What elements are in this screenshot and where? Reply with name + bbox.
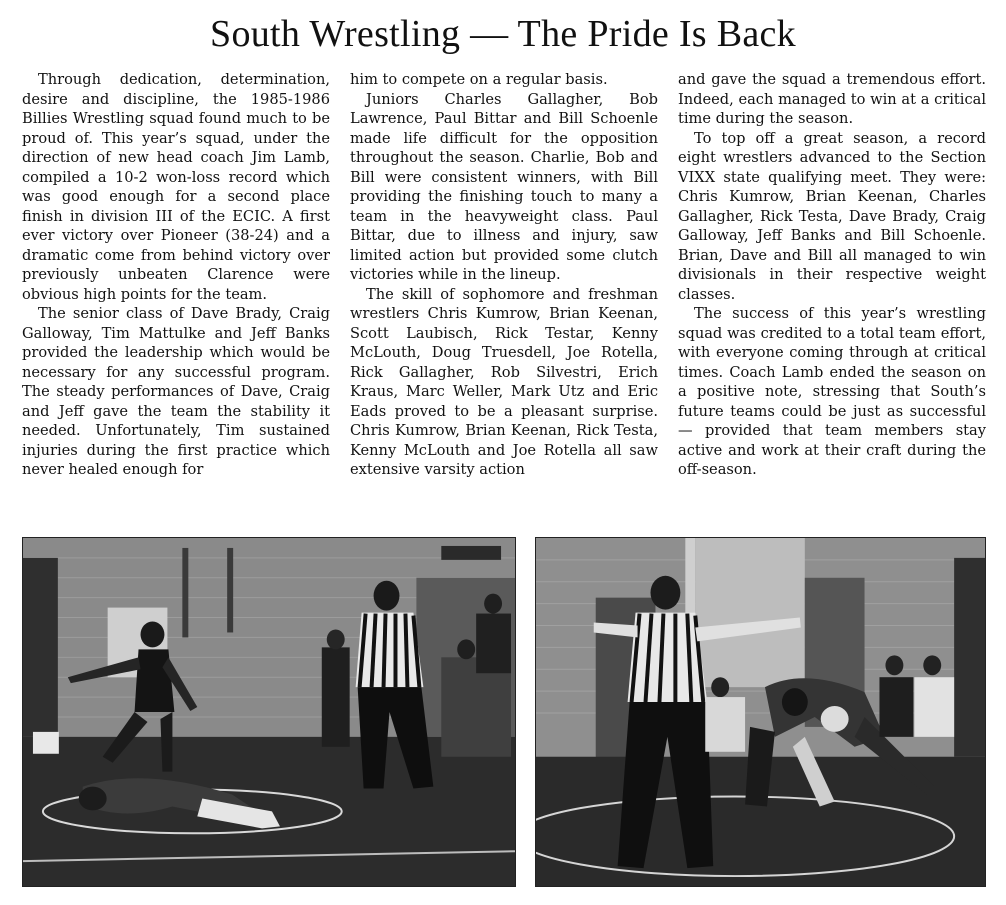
article-title: South Wrestling — The Pride Is Back <box>210 13 796 55</box>
text-column-3 <box>678 70 986 530</box>
paragraph: To top off a great season, a record eight wrestlers advanced to the Section VIXX state qualifying meet. They were: Chris Kumrow, Brian Keenan, Charles Gallagher, Rick Testa, Dave Brady, Craig Galloway, Jeff Banks and Bill Schoenle. Brian, Dave and Bill all managed to win divisionals in their respective weight classes. <box>678 129 986 303</box>
paragraph: The skill of sophomore and freshman wrestlers Chris Kumrow, Brian Keenan, Scott Laubisch, Rick Testar, Kenny McLouth, Doug Truesdell, Joe Rotella, Rick Gallagher, Rob Silvestri, Erich Kraus, Marc Weller, Mark Utz and Eric Eads proved to be a pleasant surprise. Chris Kumrow, Brian Keenan, Rick Testa, Kenny McLouth and Joe Rotella all saw extensive varsity action <box>350 285 658 478</box>
wrestling-photo-left-image <box>23 538 515 886</box>
paragraph: The senior class of Dave Brady, Craig Galloway, Tim Mattulke and Jeff Banks provided the leadership which would be necessary for any successful program. The steady performances of Dave, Craig and Jeff gave the team the stability it needed. Unfortunately, Tim sustained injuries during the first practice which never healed enough for <box>22 305 330 478</box>
paragraph: Through dedication, determination, desire and discipline, the 1985-1986 Billies Wrestling squad found much to be proud of. This year’s squad, under the direction of new head coach Jim Lamb, compiled a 10-2 won-loss record which was good enough for a second place finish in division III of the ECIC. A first ever victory over Pioneer (38-24) and a dramatic come from behind victory over previously unbeaten Clarence were obvious high points for the team. <box>22 71 330 303</box>
wrestling-photo-right <box>535 537 986 887</box>
text-column-2 <box>350 70 658 530</box>
wrestling-photo-right-image <box>536 538 985 886</box>
paragraph: The success of this year’s wrestling squad was credited to a total team effort, with everyone coming through at critical times. Coach Lamb ended the season on a positive note, stressing that South’s future teams could be just as successful — provided that team members stay active and work at their craft during the off-season. <box>678 305 986 478</box>
paragraph: Juniors Charles Gallagher, Bob Lawrence, Paul Bittar and Bill Schoenle made life difficult for the opposition throughout the season. Charlie, Bob and Bill were consistent winners, with Bill providing the finishing touch to many a team in the heavyweight class. Paul Bittar, due to illness and injury, saw limited action but provided some clutch victories while in the lineup. <box>350 90 658 283</box>
text-column-1 <box>22 70 330 530</box>
article-body <box>22 70 986 530</box>
paragraph: him to compete on a regular basis. <box>350 71 608 88</box>
wrestling-photo-left <box>22 537 516 887</box>
paragraph: and gave the squad a tremendous effort. Indeed, each managed to win at a critical time during the season. <box>678 71 986 127</box>
